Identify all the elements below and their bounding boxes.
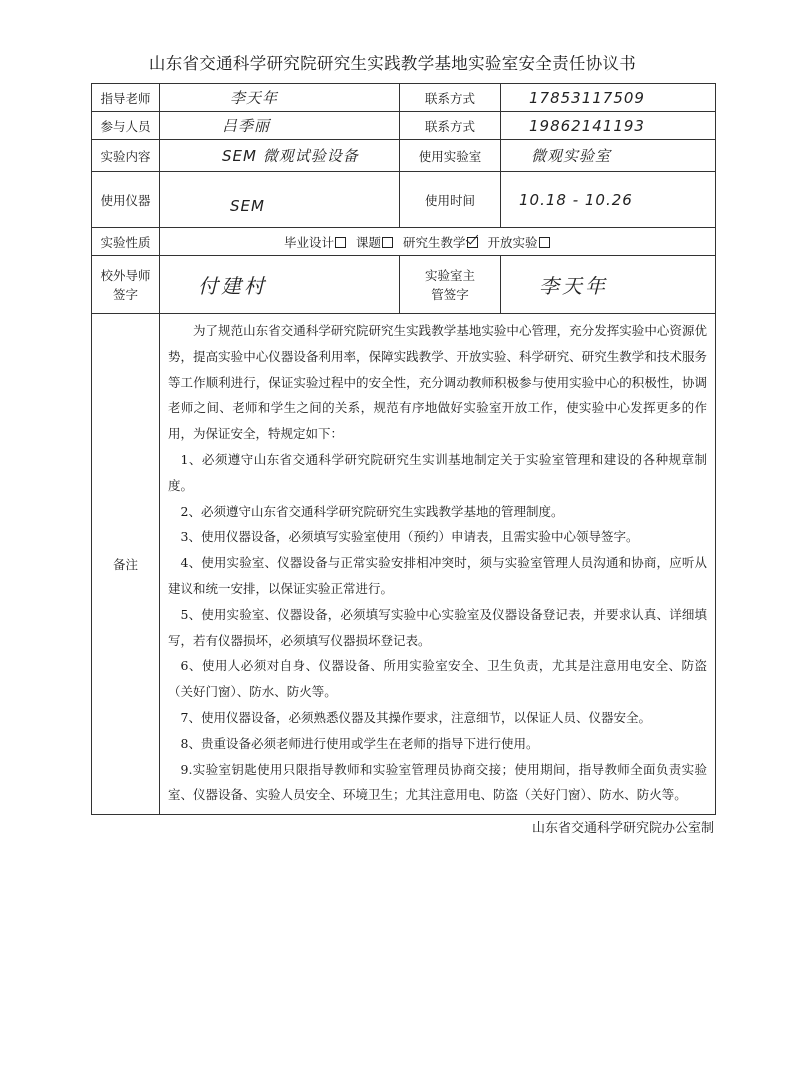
document-title: 山东省交通科学研究院研究生实践教学基地实验室安全责任协议书 <box>148 54 637 73</box>
contact2-value: 19862141193 <box>529 116 645 135</box>
content-label: 实验内容 <box>92 140 160 172</box>
issuer-footer: 山东省交通科学研究院办公室制 <box>531 821 714 836</box>
mentor-label: 校外导师签字 <box>92 256 160 314</box>
lab-label: 使用实验室 <box>400 140 501 172</box>
agreement-form-table <box>91 83 716 815</box>
notes-item-4: 4、使用实验室、仪器设备与正常实验安排相冲突时，须与实验室管理人员沟通和协商，应听从建议和统一安排，以保证实验正常进行。 <box>168 555 707 596</box>
advisor-label: 指导老师 <box>92 84 160 112</box>
notes-body <box>168 318 707 808</box>
notes-item-3: 3、使用仪器设备，必须填写实验室使用（预约）申请表，且需实验中心领导签字。 <box>180 529 639 545</box>
checkbox-thesis[interactable] <box>335 237 346 248</box>
notes-item-9: 9.实验室钥匙使用只限指导教师和实验室管理员协商交接；使用期间，指导教师全面负责实验室、仪器设备、实验人员安全、环境卫生；尤其注意用电、防盗（关好门窗）、防水、防火等。 <box>168 761 707 803</box>
lab-value: 微观实验室 <box>531 147 612 165</box>
contact2-label: 联系方式 <box>400 112 501 140</box>
content-value: SEM 微观试验设备 <box>222 147 359 165</box>
supervisor-label: 实验室主管签字 <box>400 256 501 314</box>
checkbox-open-experiment[interactable] <box>539 237 550 248</box>
nature-option-project[interactable]: 课题 <box>356 233 393 251</box>
participant-value-cell <box>160 112 400 140</box>
contact1-value: 17853117509 <box>529 88 645 107</box>
mentor-signature-cell <box>160 256 400 314</box>
lab-value-cell <box>501 140 716 172</box>
time-value: 10.18 - 10.26 <box>519 190 633 209</box>
content-value-cell <box>160 140 400 172</box>
checkbox-project[interactable] <box>382 237 393 248</box>
supervisor-signature: 李天年 <box>539 274 608 298</box>
mentor-signature: 付建村 <box>198 274 267 298</box>
notes-item-7: 7、使用仪器设备，必须熟悉仪器及其操作要求，注意细节，以保证人员、仪器安全。 <box>180 709 651 725</box>
time-label: 使用时间 <box>400 172 501 228</box>
instrument-value-cell <box>160 172 400 228</box>
time-value-cell <box>501 172 716 228</box>
notes-item-8: 8、贵重设备必须老师进行使用或学生在老师的指导下进行使用。 <box>180 735 539 751</box>
advisor-signature: 李天年 <box>230 89 279 107</box>
advisor-value-cell <box>160 84 400 112</box>
notes-cell <box>160 314 716 815</box>
instrument-value: SEM <box>230 196 265 215</box>
nature-option-open-experiment[interactable]: 开放实验 <box>488 233 550 251</box>
supervisor-signature-cell <box>501 256 716 314</box>
participant-label: 参与人员 <box>92 112 160 140</box>
contact1-label: 联系方式 <box>400 84 501 112</box>
nature-option-thesis[interactable]: 毕业设计 <box>284 233 346 251</box>
notes-item-5: 5、使用实验室、仪器设备，必须填写实验中心实验室及仪器设备登记表，并要求认真、详细填写，若有仪器损坏，必须填写仪器损坏登记表。 <box>168 606 707 648</box>
contact2-value-cell <box>501 112 716 140</box>
nature-options <box>160 228 716 256</box>
nature-label: 实验性质 <box>92 228 160 256</box>
checkbox-graduate-teaching[interactable] <box>467 237 478 248</box>
notes-item-1: 1、必须遵守山东省交通科学研究院研究生实训基地制定关于实验室管理和建设的各种规章制度。 <box>168 451 707 493</box>
notes-item-2: 2、必须遵守山东省交通科学研究院研究生实践教学基地的管理制度。 <box>180 503 564 519</box>
notes-label: 备注 <box>92 314 160 815</box>
participant-value: 吕季丽 <box>222 117 271 135</box>
nature-option-graduate-teaching[interactable]: 研究生教学 <box>403 233 478 251</box>
instrument-label: 使用仪器 <box>92 172 160 228</box>
contact1-value-cell <box>501 84 716 112</box>
notes-intro: 为了规范山东省交通科学研究院研究生实践教学基地实验中心管理，充分发挥实验中心资源优势，提高实验中心仪器设备利用率，保障实践教学、开放实验、科学研究、研究生教学和技术服务等工作顺利进行，保证实验过程中的安全性，充分调动教师积极参与使用实验中心的积极性，协调老师之间、老师和学生之间的关系，规范有序地做好实验室开放工作，使实验中心发挥更多的作用，为保证安全，特规定如下： <box>168 323 707 442</box>
notes-item-6: 6、使用人必须对自身、仪器设备、所用实验室安全、卫生负责，尤其是注意用电安全、防盗（关好门窗）、防水、防火等。 <box>168 658 707 700</box>
